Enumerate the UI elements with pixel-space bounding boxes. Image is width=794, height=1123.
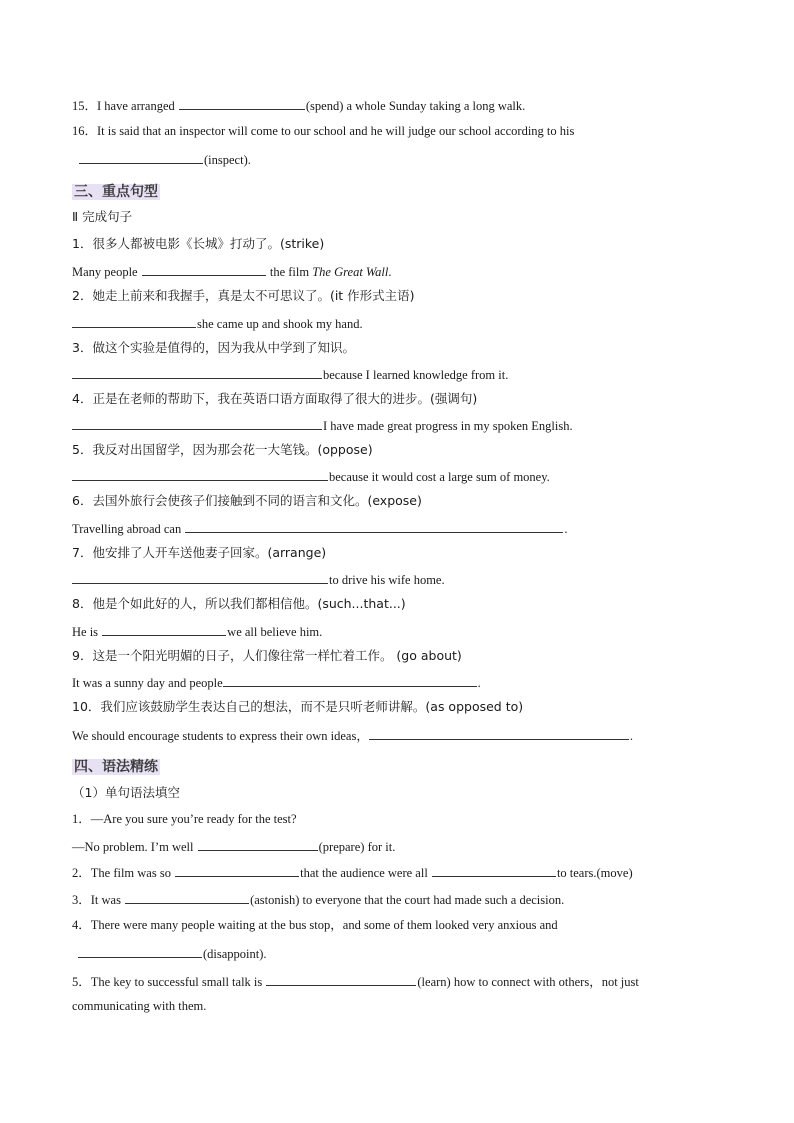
question-16 <box>72 123 574 139</box>
prompt-10-en: We should encourage students to express their own ideas， . <box>72 726 633 744</box>
answer-blank[interactable] <box>72 314 196 328</box>
question-number: 15． <box>72 99 98 113</box>
answer-blank[interactable] <box>102 622 226 636</box>
answer-blank[interactable] <box>175 863 299 877</box>
film-title: The Great Wall <box>312 265 389 279</box>
grammar-5-cont: communicating with them. <box>72 999 207 1013</box>
question-number: 16． <box>72 124 98 138</box>
answer-blank[interactable] <box>223 673 477 687</box>
question-16-cont <box>78 150 251 168</box>
prompt-10-zh: 10．我们应该鼓励学生表达自己的想法，而不是只听老师讲解。(as opposed to) <box>72 699 524 714</box>
section-heading-3: 三、重点句型 <box>74 184 158 200</box>
prompt-8-zh: 8．他是个如此好的人，所以我们都相信他。(such...that...) <box>72 596 406 611</box>
answer-blank[interactable] <box>185 519 563 533</box>
prompt-7-zh: 7．他安排了人开车送他妻子回家。(arrange) <box>72 545 327 560</box>
question-text: a whole Sunday taking a long walk. <box>343 99 526 113</box>
answer-blank[interactable] <box>72 365 322 379</box>
punctuation: . <box>247 153 251 167</box>
answer-blank[interactable] <box>72 570 328 584</box>
answer-blank[interactable] <box>72 416 322 430</box>
answer-blank[interactable] <box>142 262 266 276</box>
prompt-8-en: He is we all believe him. <box>72 622 322 640</box>
prompt-9-en: It was a sunny day and people . <box>72 673 481 691</box>
answer-blank[interactable] <box>198 837 318 851</box>
section-subheading: Ⅱ 完成句子 <box>72 209 133 224</box>
prompt-4-en: I have made great progress in my spoken English. <box>72 416 573 434</box>
grammar-4-cont: (disappoint). <box>78 944 267 962</box>
prompt-5-zh: 5．我反对出国留学，因为那会花一大笔钱。(oppose) <box>72 442 373 457</box>
answer-blank[interactable] <box>72 467 328 481</box>
prompt-5-en: because it would cost a large sum of money. <box>72 467 550 485</box>
prompt-9-zh: 9．这是一个阳光明媚的日子，人们像往常一样忙着工作。 (go about) <box>72 648 462 663</box>
grammar-1-question: 1．—Are you sure you’re ready for the test? <box>72 812 297 826</box>
answer-blank[interactable] <box>179 96 305 110</box>
prompt-4-zh: 4．正是在老师的帮助下，我在英语口语方面取得了很大的进步。(强调句) <box>72 391 478 406</box>
prompt-7-en: to drive his wife home. <box>72 570 445 588</box>
answer-blank[interactable] <box>125 890 249 904</box>
prompt-2-zh: 2．她走上前来和我握手，真是太不可思议了。(it 作形式主语) <box>72 288 415 303</box>
question-text: I have arranged <box>97 99 178 113</box>
section-subheading: （1）单句语法填空 <box>72 785 180 800</box>
grammar-5: 5．The key to successful small talk is (learn) how to connect with others，not just <box>72 972 639 990</box>
hint-text: (spend) <box>305 99 344 113</box>
answer-blank[interactable] <box>78 944 202 958</box>
question-15 <box>72 96 525 114</box>
question-text: It is said that an inspector will come to our school and he will judge our school according to his <box>97 124 575 138</box>
grammar-3: 3．It was (astonish) to everyone that the court had made such a decision. <box>72 890 564 908</box>
grammar-2: 2．The film was so that the audience were all to tears.(move) <box>72 863 633 881</box>
prompt-3-en: because I learned knowledge from it. <box>72 365 508 383</box>
prompt-1-zh: 1．很多人都被电影《长城》打动了。(strike) <box>72 236 325 251</box>
answer-blank[interactable] <box>369 726 629 740</box>
prompt-6-en: Travelling abroad can . <box>72 519 567 537</box>
answer-blank[interactable] <box>266 972 416 986</box>
prompt-1-en: Many people the film The Great Wall. <box>72 262 392 280</box>
prompt-3-zh: 3．做这个实验是值得的，因为我从中学到了知识。 <box>72 340 355 355</box>
prompt-2-en: she came up and shook my hand. <box>72 314 363 332</box>
answer-blank[interactable] <box>79 150 203 164</box>
grammar-4: 4．There were many people waiting at the bus stop，and some of them looked very anxious and <box>72 918 558 932</box>
hint-text: (inspect) <box>204 153 248 167</box>
prompt-6-zh: 6．去国外旅行会使孩子们接触到不同的语言和文化。(expose) <box>72 493 422 508</box>
answer-blank[interactable] <box>432 863 556 877</box>
section-heading-4: 四、语法精练 <box>74 759 158 775</box>
grammar-1-answer: —No problem. I’m well (prepare) for it. <box>72 837 395 855</box>
